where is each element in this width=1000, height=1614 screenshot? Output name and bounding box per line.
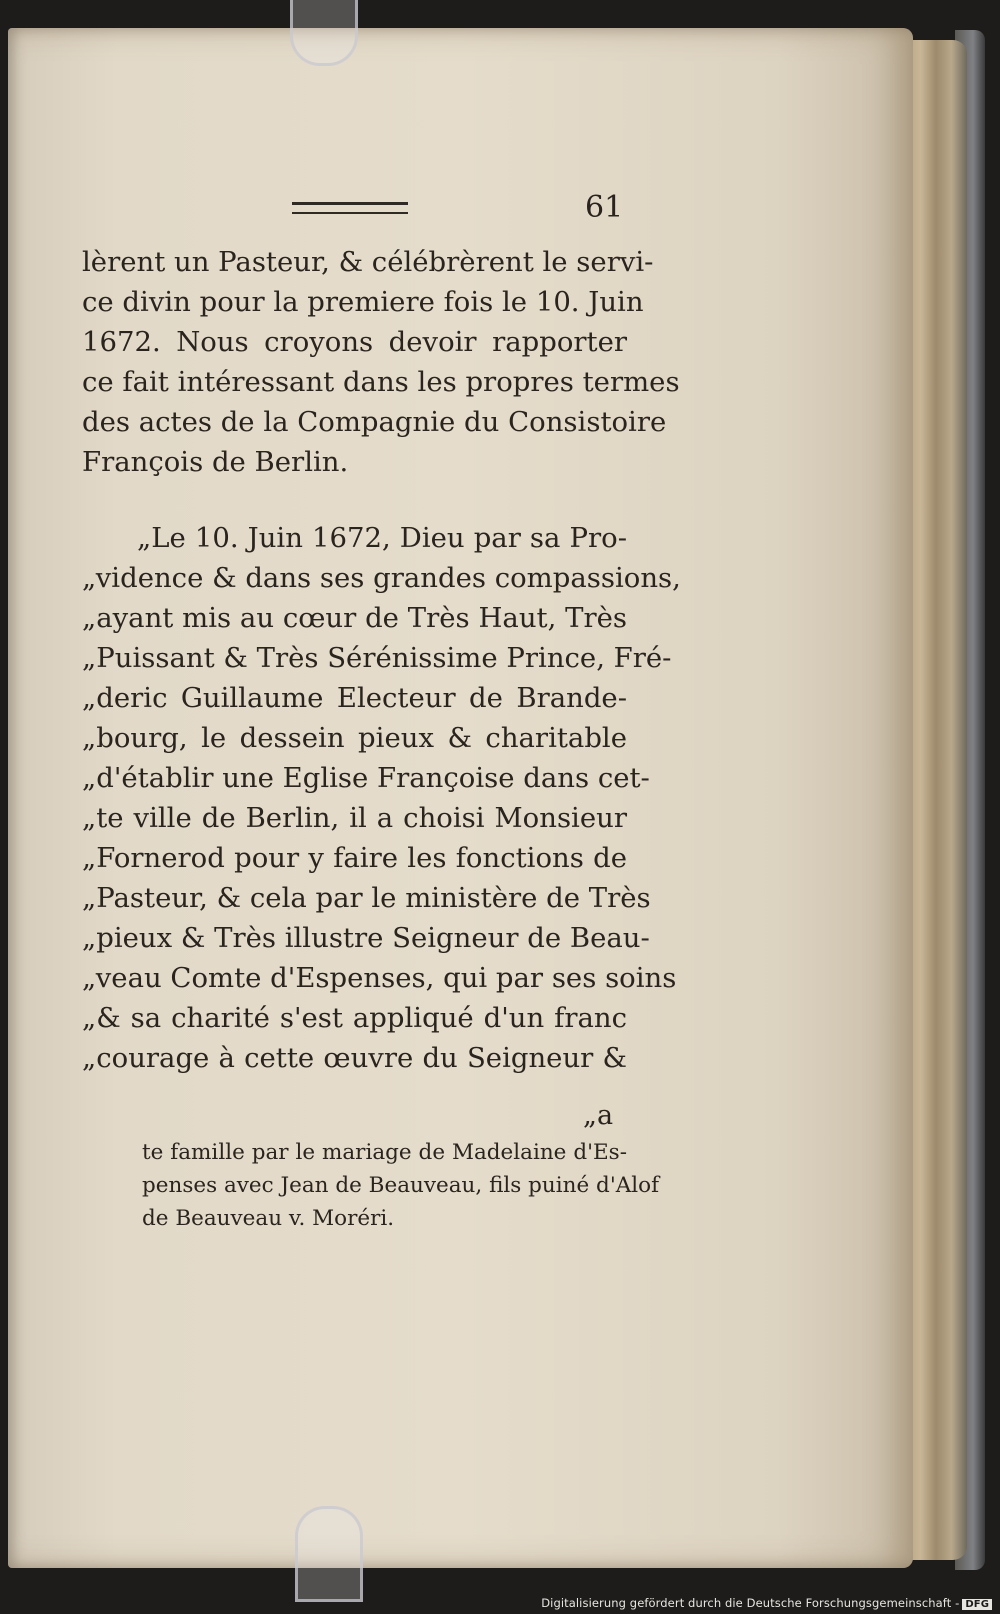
text-line: „Le 10. Juin 1672, Dieu par sa Pro-	[137, 522, 627, 554]
credit-text: Digitalisierung gefördert durch die Deutsche Forschungsgemeinschaft -	[541, 1596, 960, 1610]
bottom-clip	[295, 1506, 363, 1602]
text-line: „bourg, le dessein pieux & charitable	[82, 722, 627, 754]
text-line: „Puissant & Très Sérénissime Prince, Fré-	[82, 642, 672, 674]
text-line: 1672. Nous croyons devoir rapporter	[82, 326, 627, 358]
text-line: „deric Guillaume Electeur de Brande-	[82, 682, 627, 714]
text-line: „Fornerod pour y faire les fonctions de	[82, 842, 627, 874]
paragraph-1	[82, 242, 680, 482]
text-line: François de Berlin.	[82, 446, 349, 478]
footnote-line: penses avec Jean de Beauveau, fils puiné d'Alof	[142, 1173, 660, 1198]
text-line: „veau Comte d'Espenses, qui par ses soins	[82, 962, 677, 994]
page-number: 61	[585, 190, 624, 225]
digitization-credit	[541, 1596, 992, 1610]
footnote-line: te famille par le mariage de Madelaine d'Es-	[142, 1140, 627, 1165]
text-line: „vidence & dans ses grandes compassions,	[82, 562, 681, 594]
text-line: ce fait intéressant dans les propres termes	[82, 366, 680, 398]
text-line: des actes de la Compagnie du Consistoire	[82, 406, 667, 438]
paragraph-2-quote	[82, 518, 681, 1078]
text-line: „d'établir une Eglise Françoise dans cet-	[82, 762, 650, 794]
header-rule	[292, 202, 408, 214]
text-line: lèrent un Pasteur, & célébrèrent le servi-	[82, 246, 654, 278]
text-line: „Pasteur, & cela par le ministère de Très	[82, 882, 651, 914]
page-edges	[905, 40, 967, 1560]
dfg-logo: DFG	[962, 1599, 992, 1610]
top-clip	[290, 0, 358, 66]
text-line: „ayant mis au cœur de Très Haut, Très	[82, 602, 627, 634]
text-line: ce divin pour la premiere fois le 10. Juin	[82, 286, 644, 318]
text-line: „courage à cette œuvre du Seigneur &	[82, 1042, 627, 1074]
text-line: „te ville de Berlin, il a choisi Monsieur	[82, 802, 627, 834]
text-line: „pieux & Très illustre Seigneur de Beau-	[82, 922, 650, 954]
text-line: „& sa charité s'est appliqué d'un franc	[82, 1002, 627, 1034]
footnote	[142, 1136, 660, 1235]
catchword: „a	[583, 1100, 614, 1131]
footnote-line: de Beauveau v. Moréri.	[142, 1206, 395, 1231]
